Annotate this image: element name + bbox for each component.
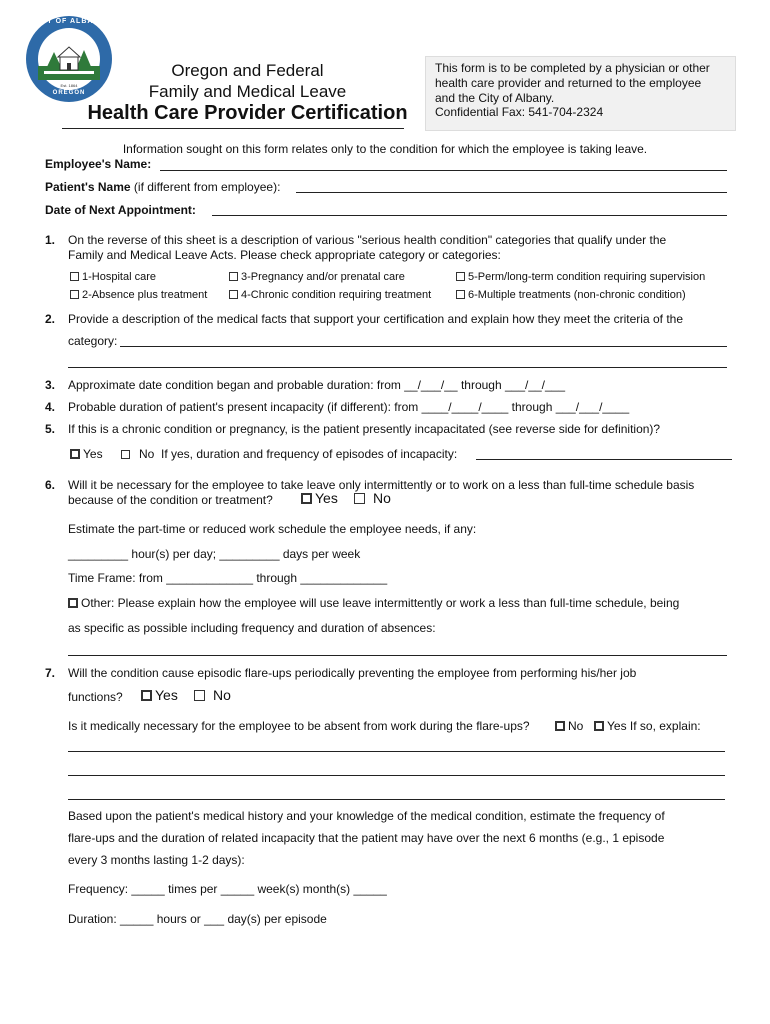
q6-other-label: Other: Please explain how the employee will use leave intermittently or work a less than full-time schedule, being: [81, 596, 680, 610]
q1-option-2-label: 2-Absence plus treatment: [82, 289, 208, 301]
title-oregon-federal: Oregon and Federal: [171, 61, 324, 80]
q6-hours-line[interactable]: _________ hour(s) per day; _________ days per week: [68, 547, 361, 561]
patient-name-field[interactable]: [296, 192, 727, 193]
q5-no-option[interactable]: [121, 447, 154, 461]
page-title: Health Care Provider Certification: [87, 102, 408, 124]
employee-name-field[interactable]: [160, 170, 727, 171]
q6-other-answer-line[interactable]: [68, 655, 727, 656]
q1-option-6-label: 6-Multiple treatments (non-chronic condition): [468, 289, 686, 301]
q5-followup: If yes, duration and frequency of episodes of incapacity:: [161, 447, 458, 461]
q1-option-4-label: 4-Chronic condition requiring treatment: [241, 289, 432, 301]
title-underline: [62, 128, 404, 129]
q6-yes-label: Yes: [315, 490, 338, 506]
checkbox-icon[interactable]: [594, 721, 604, 731]
q6-estimate-text: Estimate the part-time or reduced work schedule the employee needs, if any:: [68, 522, 477, 536]
checkbox-icon[interactable]: [229, 272, 238, 281]
checkbox-icon[interactable]: [555, 721, 565, 731]
q1-option-5[interactable]: [456, 271, 705, 284]
q5-no-label: No: [139, 447, 155, 461]
q1-text-line-2: Family and Medical Leave Acts. Please check appropriate category or categories:: [68, 248, 501, 262]
q1-option-4[interactable]: [229, 289, 431, 302]
q7-text-line-2: functions?: [68, 690, 123, 704]
q4-text[interactable]: Probable duration of patient's present incapacity (if different): from ____/____/____ through ___/___/____: [68, 400, 630, 414]
q1-number: 1.: [45, 233, 56, 247]
q7-medically-yes-label: Yes If so, explain:: [607, 719, 701, 733]
patient-name-label-row: [45, 180, 280, 194]
q6-text-line-2: because of the condition or treatment?: [68, 493, 273, 507]
q2-text-line-1: Provide a description of the medical facts that support your certification and explain how they meet the criteria of the: [68, 312, 683, 326]
q1-option-3-label: 3-Pregnancy and/or prenatal care: [241, 271, 405, 283]
q7-number: 7.: [45, 666, 56, 680]
q6-yes-option[interactable]: [301, 490, 338, 507]
q7-explain-line-1[interactable]: [68, 751, 725, 752]
q7-text-line-1: Will the condition cause episodic flare-ups periodically preventing the employee from performing his/her job: [68, 666, 637, 680]
checkbox-icon[interactable]: [456, 290, 465, 299]
employee-name-label: Employee's Name:: [45, 157, 152, 171]
next-appointment-field[interactable]: [212, 215, 727, 216]
checkbox-icon[interactable]: [301, 493, 312, 504]
checkbox-icon[interactable]: [70, 290, 79, 299]
q2-answer-line-1[interactable]: [120, 346, 727, 347]
confidential-fax: Confidential Fax: 541-704-2324: [435, 105, 604, 119]
q1-option-2[interactable]: [70, 289, 207, 302]
title-family-medical-leave: Family and Medical Leave: [148, 82, 347, 101]
q5-yes-option[interactable]: [70, 447, 103, 461]
q7-no-option[interactable]: [194, 687, 231, 704]
q7-medically-yes-option[interactable]: [594, 719, 701, 733]
next-appointment-label: Date of Next Appointment:: [45, 203, 196, 217]
logo-est-text: Est. 1864: [60, 83, 78, 88]
checkbox-icon[interactable]: [354, 493, 365, 504]
q1-option-6[interactable]: [456, 289, 686, 302]
q1-option-3[interactable]: [229, 271, 405, 284]
checkbox-icon[interactable]: [229, 290, 238, 299]
q2-text-line-2: category:: [68, 334, 118, 348]
checkbox-icon[interactable]: [70, 272, 79, 281]
q6-no-label: No: [373, 490, 391, 506]
q1-text-line-1: On the reverse of this sheet is a description of various "serious health condition" categories that qualify under the: [68, 233, 667, 247]
q7-based-line-1: Based upon the patient's medical history and your knowledge of the medical condition, estimate the frequency of: [68, 809, 665, 823]
checkbox-icon[interactable]: [121, 450, 130, 459]
q6-other-line-2: as specific as possible including frequency and duration of absences:: [68, 621, 436, 635]
q6-timeframe[interactable]: Time Frame: from _____________ through _____________: [68, 571, 388, 585]
checkbox-icon[interactable]: [194, 690, 205, 701]
q7-medically-no-label: No: [568, 719, 584, 733]
q5-number: 5.: [45, 422, 56, 436]
instruction-box: [425, 56, 736, 131]
q7-no-label: No: [213, 687, 231, 703]
instruction-line-3: and the City of Albany.: [435, 91, 555, 105]
q7-medically-text: Is it medically necessary for the employee to be absent from work during the flare-ups?: [68, 719, 530, 733]
q6-number: 6.: [45, 478, 56, 492]
instruction-line-1: This form is to be completed by a physician or other: [435, 61, 710, 75]
instruction-line-2: health care provider and returned to the employee: [435, 76, 702, 90]
intro-text: Information sought on this form relates only to the condition for which the employee is taking leave.: [122, 142, 648, 156]
q1-option-1-label: 1-Hospital care: [82, 271, 156, 283]
q7-yes-label: Yes: [155, 687, 178, 703]
q6-other-line-1[interactable]: [68, 596, 679, 610]
q1-option-1[interactable]: [70, 271, 156, 284]
checkbox-icon[interactable]: [68, 598, 78, 608]
logo-top-text: CITY OF ALBANY: [32, 18, 106, 25]
patient-name-note: (if different from employee):: [133, 180, 281, 194]
q1-option-5-label: 5-Perm/long-term condition requiring supervision: [468, 271, 706, 283]
checkbox-icon[interactable]: [141, 690, 152, 701]
q2-number: 2.: [45, 312, 56, 326]
q2-answer-line-2[interactable]: [68, 367, 727, 368]
q5-text: If this is a chronic condition or pregnancy, is the patient presently incapacitated (see reverse side for definition)?: [68, 422, 661, 436]
q7-based-line-3: every 3 months lasting 1-2 days):: [68, 853, 245, 867]
q4-number: 4.: [45, 400, 56, 414]
q7-explain-line-3[interactable]: [68, 799, 725, 800]
q5-followup-field[interactable]: [476, 459, 732, 460]
q6-no-option[interactable]: [354, 490, 391, 507]
q3-number: 3.: [45, 378, 56, 392]
q7-yes-option[interactable]: [141, 687, 178, 704]
q3-text[interactable]: Approximate date condition began and probable duration: from __/___/__ through ___/__/___: [68, 378, 566, 392]
checkbox-icon[interactable]: [456, 272, 465, 281]
q7-based-line-2: flare-ups and the duration of related incapacity that the patient may have over the next 6 months (e.g., 1 episode: [68, 831, 665, 845]
q7-frequency[interactable]: Frequency: _____ times per _____ week(s) month(s) _____: [68, 882, 387, 896]
q7-medically-no-option[interactable]: [555, 719, 583, 733]
q5-yes-label: Yes: [83, 447, 103, 461]
patient-name-label: Patient's Name: [45, 180, 131, 194]
logo-bottom-text: OREGON: [52, 90, 86, 96]
q7-duration[interactable]: Duration: _____ hours or ___ day(s) per episode: [68, 912, 327, 926]
q7-explain-line-2[interactable]: [68, 775, 725, 776]
q6-text-line-1: Will it be necessary for the employee to take leave only intermittently or to work on a less than full-time schedule basis: [68, 478, 695, 492]
checkbox-icon[interactable]: [70, 449, 80, 459]
